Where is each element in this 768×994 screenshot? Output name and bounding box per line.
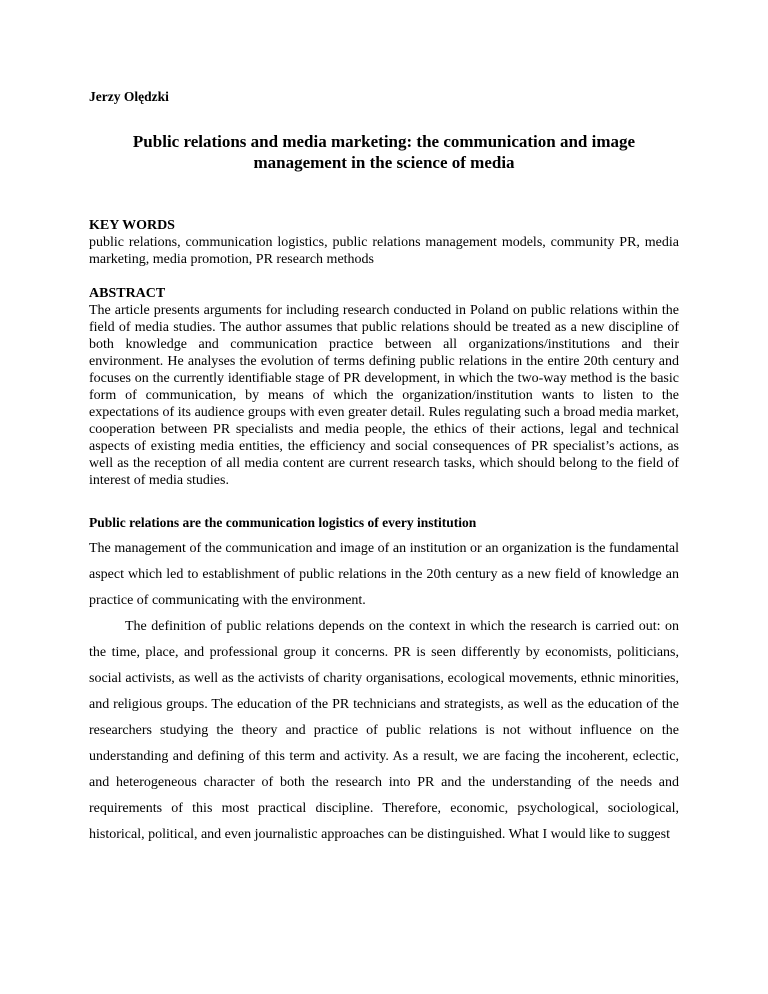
keywords-text: public relations, communication logistics, public relations management models, community PR, media marketing, media promotion, PR research methods (89, 235, 679, 267)
keywords-heading: KEY WORDS (89, 218, 175, 233)
section-heading: Public relations are the communication logistics of every institution (89, 515, 477, 530)
body-paragraph: The management of the communication and image of an institution or an organization is the fundamental aspect which led to establishment of public relations in the 20th century as a new field of knowledge an practice of communicating with the environment. (89, 541, 679, 608)
abstract-text: The article presents arguments for including research conducted in Poland on public relations within the field of media studies. The author assumes that public relations should be treated as a new discipline of both knowledge and communication practice between all organizations/institutions and their environment. He analyses the evolution of terms defining public relations in the entire 20th century and focuses on the currently identifiable stage of PR development, in which the two-way method is the basic form of communication, by means of which the organization/institution wants to listen to the expectations of its audience groups with even greater detail. Rules regulating such a broad media market, cooperation between PR specialists and media people, the ethics of their actions, legal and technical aspects of existing media entities, the efficiency and social consequences of PR specialist’s actions, as well as the reception of all media content are current research tasks, which should belong to the field of interest of media studies. (89, 303, 679, 488)
body-paragraph: The definition of public relations depends on the context in which the research is carried out: on the time, place, and professional group it concerns. PR is seen differently by economists, politicians, social activists, as well as the activists of charity organisations, ecological movements, ethnic minorities, and religious groups. The education of the PR technicians and strategists, as well as the education of the researchers studying the theory and practice of public relations is not without influence on the understanding and defining of this term and activity. As a result, we are facing the incoherent, eclectic, and heterogeneous character of both the research into PR and the understanding of the needs and requirements of this most practical discipline. Therefore, economic, psychological, sociological, historical, political, and even journalistic approaches can be distinguished. What I would like to suggest (89, 619, 679, 842)
author-name: Jerzy Olędzki (89, 89, 169, 104)
paper-title: Public relations and media marketing: the communication and image management in the science of media (132, 132, 636, 172)
section-body (89, 536, 679, 848)
abstract-heading: ABSTRACT (89, 286, 166, 301)
